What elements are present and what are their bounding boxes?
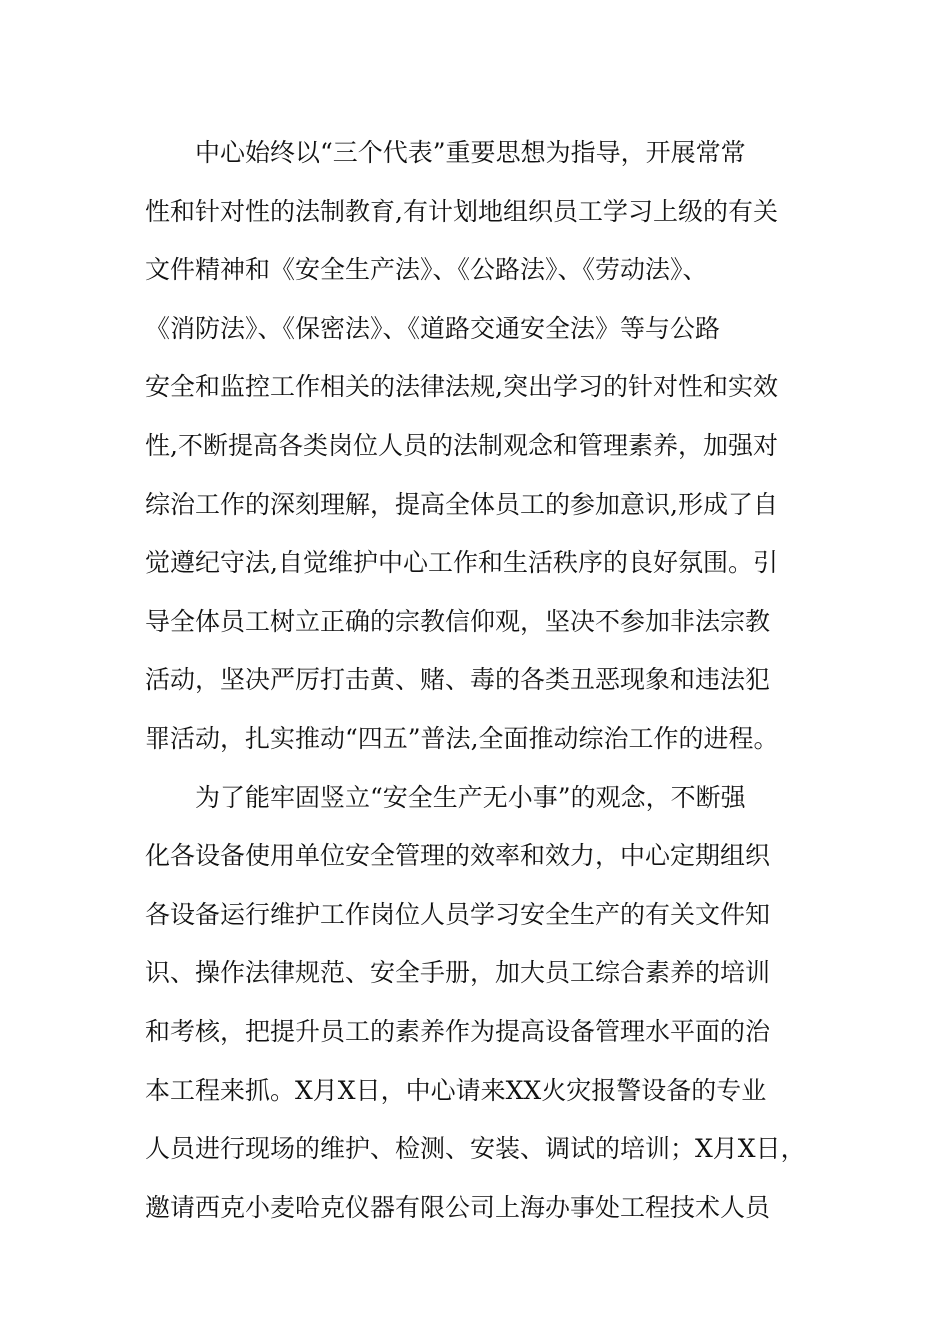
- text-line: 《消防法》、《保密法》、《道路交通安全法》等与公路: [145, 313, 721, 343]
- text-line: 和考核，把提升员工的素养作为提高设备管理水平面的治: [145, 1016, 771, 1046]
- paragraph-1: [145, 128, 825, 773]
- body-text: [145, 128, 825, 1241]
- text-line: 性,不断提高各类岗位人员的法制观念和管理素养，加强对: [145, 430, 778, 460]
- text-line: 中心始终以“三个代表”重要思想为指导，开展常常: [195, 138, 746, 167]
- text-line: 化各设备使用单位安全管理的效率和效力，中心定期组织: [145, 841, 771, 871]
- text-line: 综治工作的深刻理解，提高全体员工的参加意识,形成了自: [145, 489, 778, 519]
- text-line: 性和针对性的法制教育,有计划地组织员工学习上级的有关: [145, 196, 778, 226]
- text-line: 导全体员工树立正确的宗教信仰观，坚决不参加非法宗教: [145, 606, 771, 636]
- text-line: 活动，坚决严厉打击黄、赌、毒的各类丑恶现象和违法犯: [145, 665, 771, 695]
- text-line: 罪活动，扎实推动“四五”普法,全面推动综治工作的进程。: [145, 723, 779, 753]
- text-line: 文件精神和《安全生产法》、《公路法》、《劳动法》、: [145, 255, 708, 285]
- text-line: 人员进行现场的维护、检测、安装、调试的培训；X月X日，: [145, 1134, 806, 1164]
- text-line: 本工程来抓。X月X日，中心请来XX火灾报警设备的专业: [145, 1075, 767, 1105]
- text-line: 觉遵纪守法,自觉维护中心工作和生活秩序的良好氛围。引: [145, 548, 778, 578]
- text-line: 安全和监控工作相关的法律法规,突出学习的针对性和实效: [145, 372, 778, 402]
- text-line: 邀请西克小麦哈克仪器有限公司上海办事处工程技术人员: [145, 1192, 771, 1222]
- paragraph-2: [145, 773, 825, 1242]
- text-line: 识、操作法律规范、安全手册，加大员工综合素养的培训: [145, 958, 771, 988]
- text-line: 为了能牢固竖立“安全生产无小事”的观念，不断强: [195, 782, 746, 812]
- text-line: 各设备运行维护工作岗位人员学习安全生产的有关文件知: [145, 899, 771, 929]
